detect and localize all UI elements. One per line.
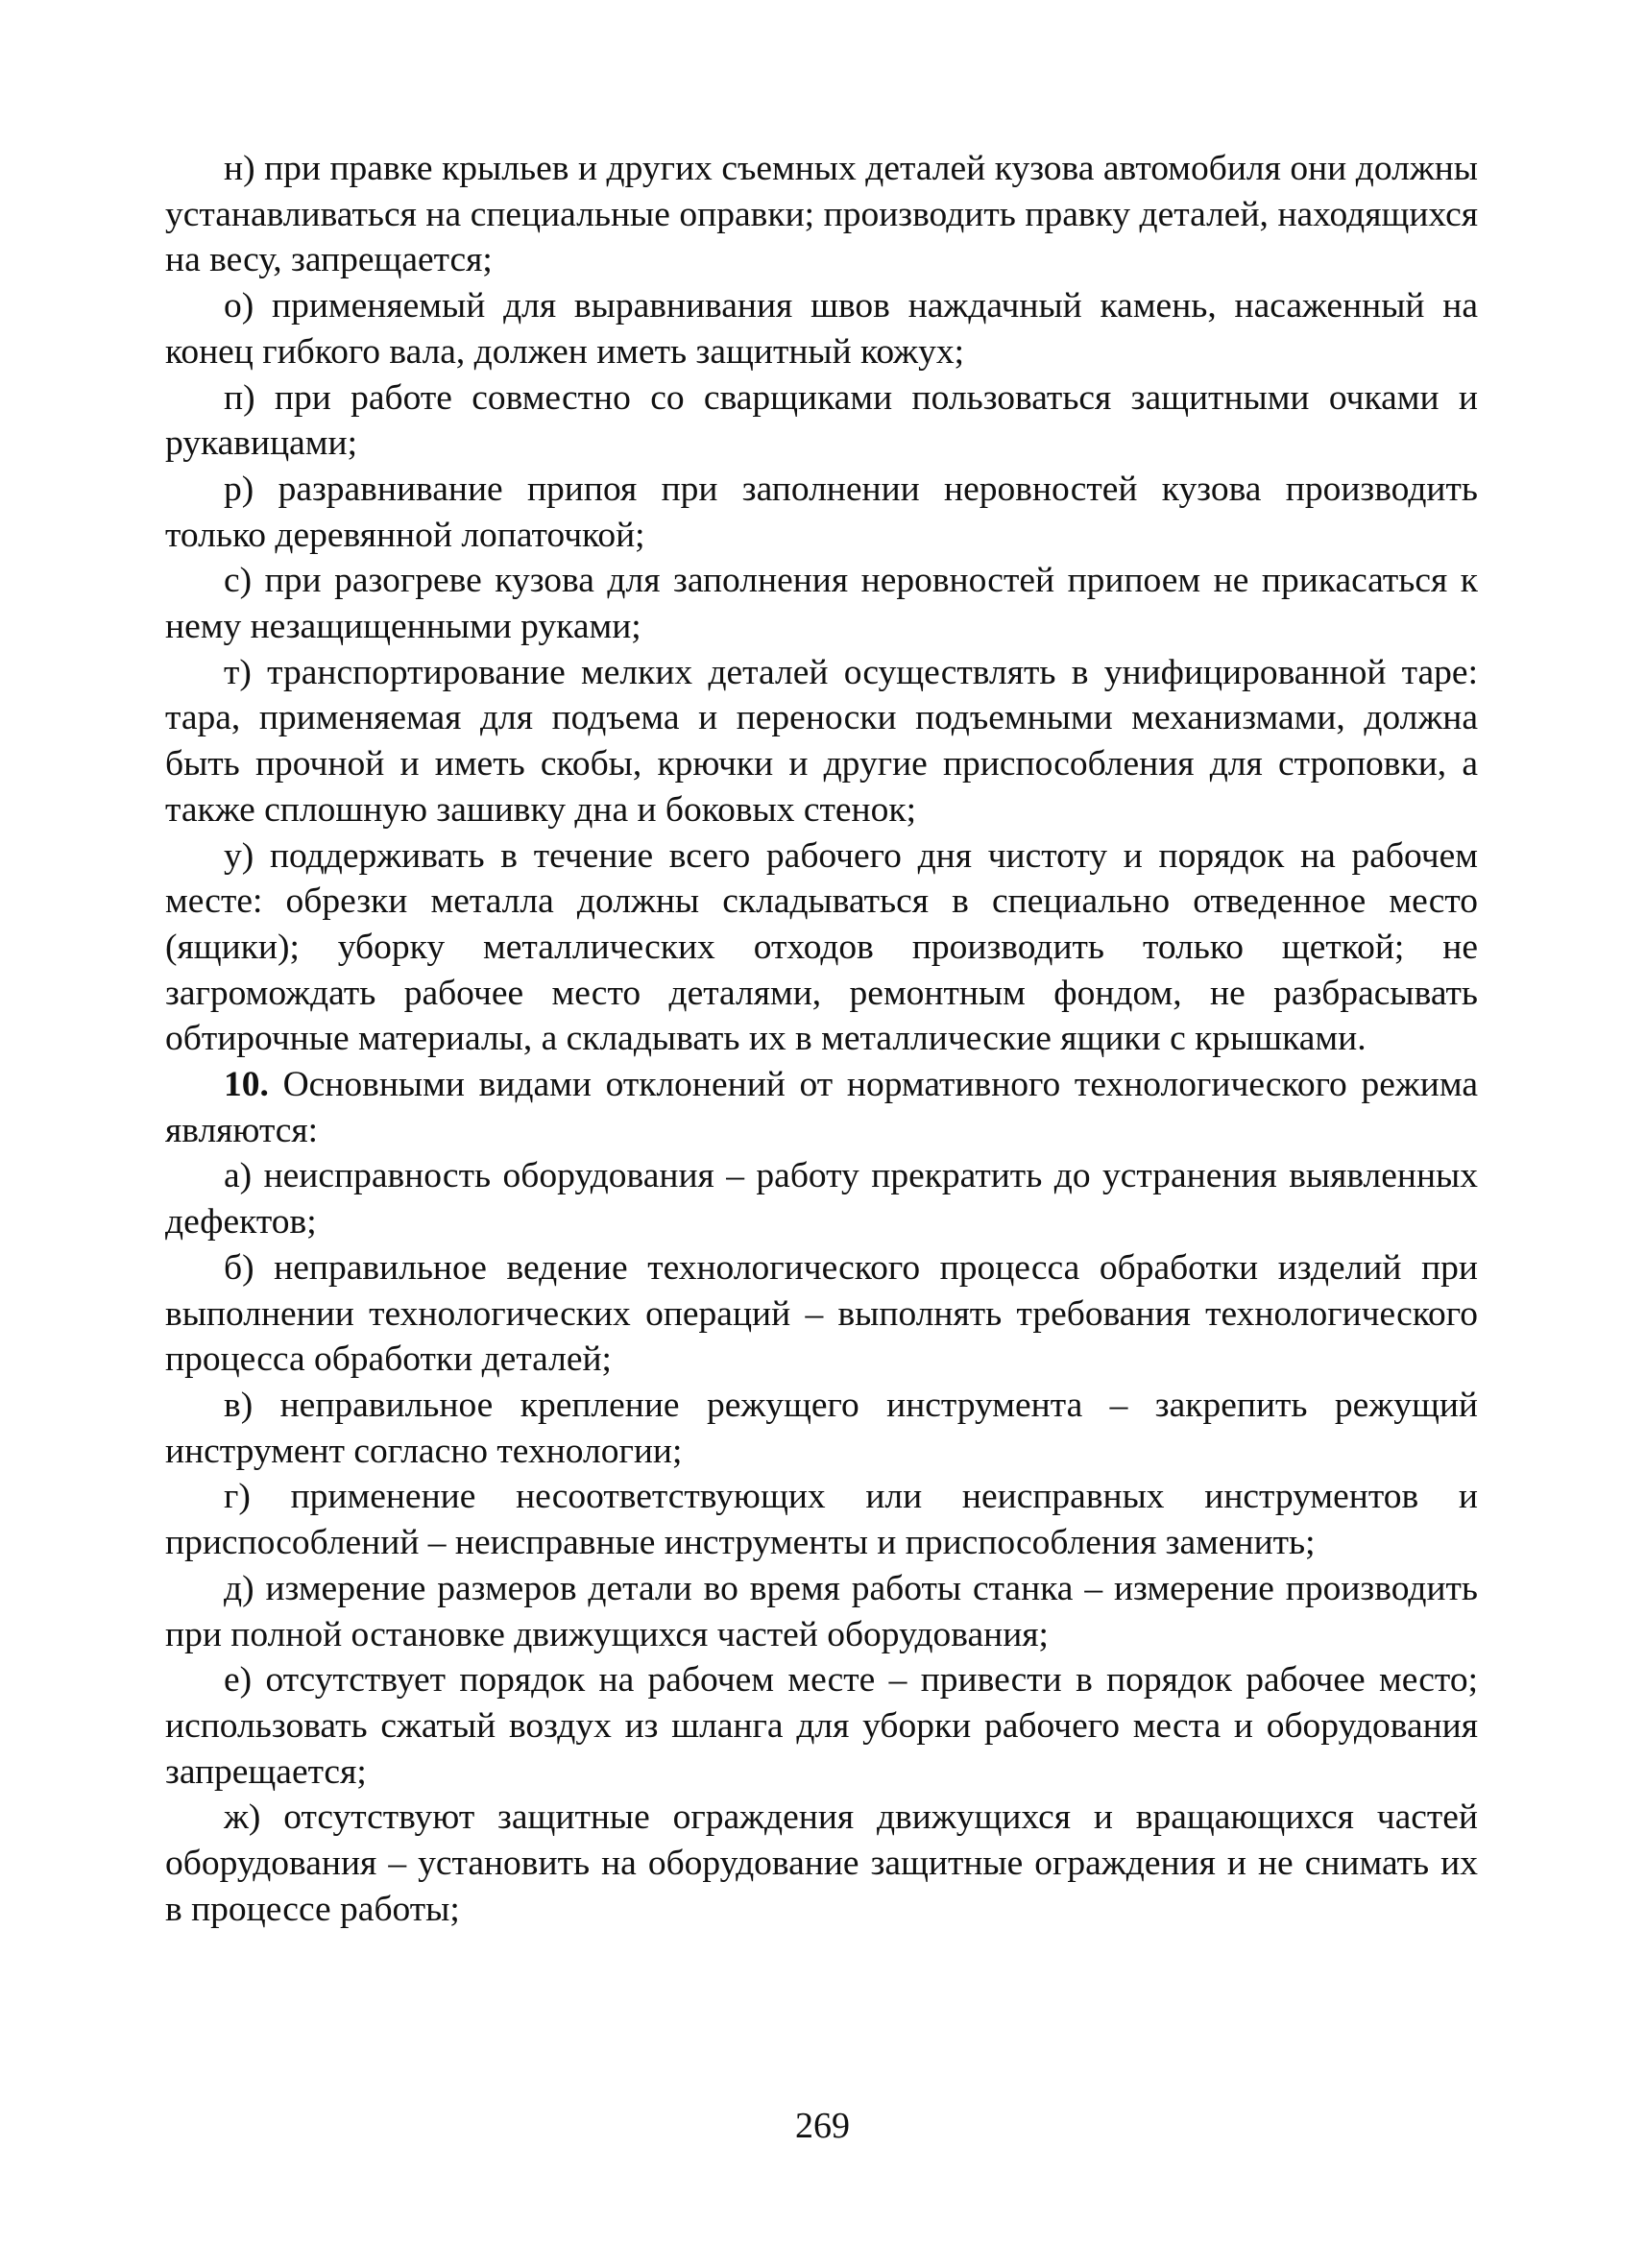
paragraph-u: у) поддерживать в течение всего рабочего дня чистоту и порядок на рабочем месте: обрезки металла должны складываться в специально отведенное место (ящики); уборку металлических отходов производить только щеткой; не загромождать рабочее место деталями, ремонтным фондом, не разбрасывать обтирочные материалы, а складывать их в металлические ящики с крышками. [165,835,1478,1059]
paragraph-zh: ж) отсутствуют защитные ограждения движущихся и вращающихся частей оборудования – установить на оборудование защитные ограждения и не снимать их в процессе работы; [165,1798,1478,1929]
paragraph-g: г) применение несоответствующих или неисправных инструментов и приспособлений – неисправные инструменты и приспособления заменить; [165,1477,1478,1563]
paragraph-v: в) неправильное крепление режущего инструмента – закрепить режущий инструмент согласно технологии; [165,1385,1478,1471]
paragraph-n: н) при правке крыльев и других съемных деталей кузова автомобиля они должны устанавливаться на специальные оправки; производить правку деталей, находящихся на весу, запрещается; [165,149,1478,280]
paragraph-t: т) транспортирование мелких деталей осуществлять в унифицированной таре: тара, применяемая для подъема и переноски подъемными механизмами, должна быть прочной и иметь скобы, крючки и другие приспособления для строповки, а также сплошную зашивку дна и боковых стенок; [165,652,1478,830]
paragraph-a: а) неисправность оборудования – работу прекратить до устранения выявленных дефектов; [165,1156,1478,1243]
paragraph-e: е) отсутствует порядок на рабочем месте – привести в порядок рабочее место; использовать сжатый воздух из шланга для уборки рабочего места и оборудования запрещается; [165,1660,1478,1792]
body-text [165,146,1478,1932]
paragraph-o: о) применяемый для выравнивания швов наждачный камень, насаженный на конец гибкого вала, должен иметь защитный кожух; [165,286,1478,372]
paragraph-s: с) при разогреве кузова для заполнения неровностей припоем не прикасаться к нему незащищенными руками; [165,561,1478,647]
paragraph-10 [165,1062,1478,1153]
item-number: 10. [224,1065,269,1105]
paragraph-b: б) неправильное ведение технологического процесса обработки изделий при выполнении технологических операций – выполнять требования технологического процесса обработки деталей; [165,1247,1478,1380]
paragraph-d: д) измерение размеров детали во время работы станка – измерение производить при полной остановке движущихся частей оборудования; [165,1568,1478,1654]
paragraph-r: р) разравнивание припоя при заполнении неровностей кузова производить только деревянной лопаточкой; [165,469,1478,555]
page-number: 269 [795,2106,850,2146]
paragraph-p: п) при работе совместно со сварщиками пользоваться защитными очками и рукавицами; [165,377,1478,464]
paragraph-10-text: Основными видами отклонений от нормативного технологического режима являются: [165,1065,1478,1150]
